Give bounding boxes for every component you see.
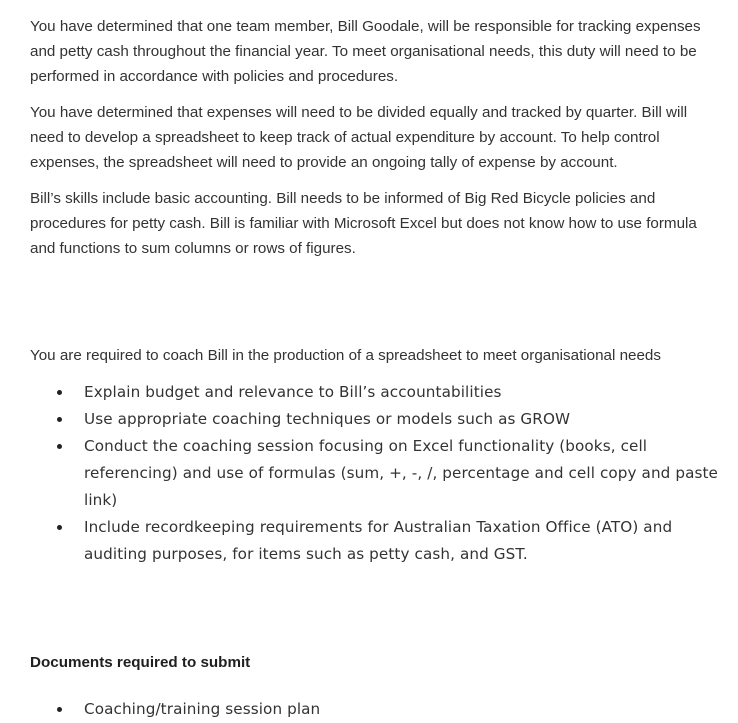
spacer — [30, 568, 720, 650]
spacer — [30, 272, 720, 343]
list-item-text: Conduct the coaching session focusing on Excel functionality (books, cell referencing) and use of formulas (sum, +, -, /, percentage and cell copy and paste link) — [84, 437, 719, 509]
bullet-icon — [57, 417, 62, 422]
list-item-text: Use appropriate coaching techniques or models such as GROW — [84, 410, 571, 428]
list-item-text: Explain budget and relevance to Bill’s accountabilities — [84, 383, 502, 401]
list-item — [30, 379, 720, 406]
bullet-icon — [57, 390, 62, 395]
list-item — [30, 696, 720, 723]
task-list — [30, 379, 720, 568]
paragraph-expenses: You have determined that expenses will need to be divided equally and tracked by quarter. Bill will need to develop a spreadsheet to keep track of actual expenditure by account. To help control expenses, the spreadsheet will need to provide an ongoing tally of expense by account. — [30, 104, 688, 171]
bullet-icon — [57, 525, 62, 530]
documents-heading: Documents required to submit — [30, 654, 251, 671]
list-item — [30, 433, 720, 514]
paragraph-responsibility: You have determined that one team member, Bill Goodale, will be responsible for tracking expenses and petty cash throughout the financial year. To meet organisational needs, this duty will need to be performed in accordance with policies and procedures. — [30, 18, 701, 85]
list-item — [30, 406, 720, 433]
list-item — [30, 514, 720, 568]
bullet-icon — [57, 444, 62, 449]
task-intro: You are required to coach Bill in the production of a spreadsheet to meet organisational needs — [30, 347, 661, 364]
bullet-icon — [57, 707, 62, 712]
list-item-text: Include recordkeeping requirements for Australian Taxation Office (ATO) and auditing purposes, for items such as petty cash, and GST. — [84, 518, 673, 563]
paragraph-skills: Bill’s skills include basic accounting. Bill needs to be informed of Big Red Bicycle policies and procedures for petty cash. Bill is familiar with Microsoft Excel but does not know how to use formula and functions to sum columns or rows of figures. — [30, 190, 697, 257]
document-body — [30, 14, 720, 723]
list-item-text: Coaching/training session plan — [84, 700, 321, 718]
documents-list — [30, 696, 720, 723]
